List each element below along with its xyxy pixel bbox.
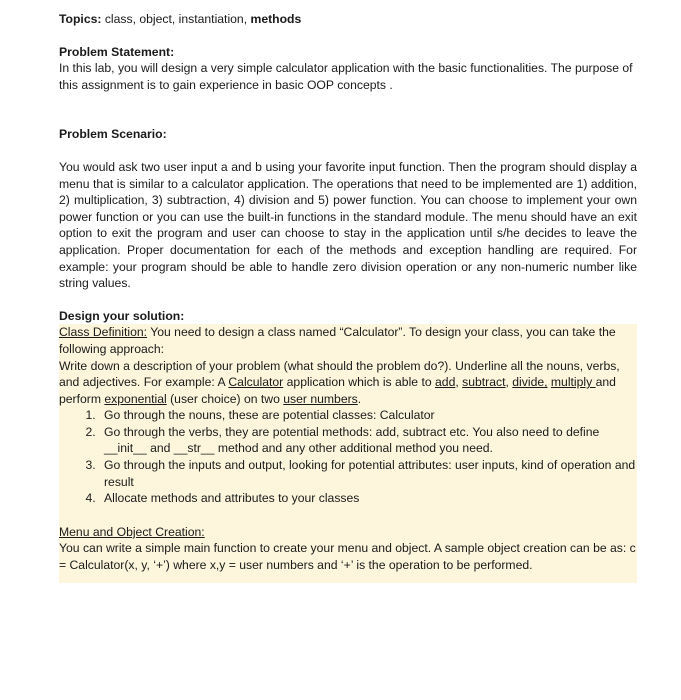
verb-divide: divide,: [512, 375, 548, 390]
list-item: 3. Go through the inputs and output, looking for potential attributes: user inputs, kind of operation and result: [99, 457, 637, 490]
design-highlight-block: [59, 324, 637, 582]
approach-text-d: (user choice) on two: [166, 391, 284, 406]
problem-statement-heading: Problem Statement:: [59, 44, 175, 59]
approach-text-c: and perform: [59, 375, 616, 406]
class-definition-label: Class Definition:: [59, 325, 148, 340]
verb-multiply: multiply: [550, 375, 596, 390]
verb-add: add: [435, 375, 456, 390]
topics-line: [59, 11, 637, 28]
approach-text-a: Write down a description of your problem (what should the problem do?). Underline all the nouns, verbs, and adjectives. For example: A: [59, 358, 620, 390]
noun-calculator: Calculator: [228, 375, 284, 390]
design-heading: Design your solution:: [59, 308, 185, 323]
topics-text: class, object, instantiation,: [104, 12, 248, 26]
list-item: 2. Go through the verbs, they are potential methods: add, subtract etc. You also need to define __init__ and __str__ method and any other additional method you need.: [99, 424, 637, 457]
list-item: 1. Go through the nouns, these are potential classes: Calculator: [99, 407, 637, 424]
adjective-exponential: exponential: [104, 391, 167, 406]
noun-user-numbers: user numbers: [283, 391, 358, 406]
verb-subtract: subtract: [462, 375, 506, 390]
class-definition-text: You need to design a class named “Calculator”. To design your class, you can take the following approach:: [59, 325, 616, 356]
approach-text-b: application which is able to: [283, 375, 436, 390]
problem-scenario-body: You would ask two user input a and b using your favorite input function. Then the program should display a menu that is similar to a calculator application. The operations that need to be implemented are 1) addition, 2) multiplication, 3) subtraction, 4) division and 5) power function. You can choose to implement your own power function or you can use the built-in functions in the standard module. The menu should have an exit option to exit the program and user can choose to stay in the application until s/he decides to leave the application. Proper documentation for each of the methods and exception handling are required. For example: your program should be able to handle zero division operation or any non-numeric number like string values.: [59, 159, 637, 291]
separator-1: ,: [455, 375, 463, 390]
document-page: [59, 8, 637, 583]
class-definition-paragraph: [59, 324, 637, 357]
topics-bold-tail: methods: [250, 12, 302, 26]
topics-label: Topics:: [59, 12, 102, 26]
separator-2: ,: [505, 375, 513, 390]
approach-paragraph: [59, 358, 637, 408]
menu-heading: Menu and Object Creation:: [59, 524, 205, 539]
list-item: 4. Allocate methods and attributes to your classes: [99, 490, 637, 507]
approach-steps-list: [59, 407, 637, 507]
problem-statement-body: In this lab, you will design a very simple calculator application with the basic functionalities. The purpose of this assignment is to gain experience in basic OOP concepts .: [59, 61, 633, 92]
approach-text-e: .: [357, 391, 362, 406]
menu-body: You can write a simple main function to create your menu and object. A sample object creation can be as: c = Calculator(x, y, ‘+’) where x,y = user numbers and ‘+’ is the operation to be performed.: [59, 541, 636, 573]
problem-scenario-heading: Problem Scenario:: [59, 127, 167, 142]
